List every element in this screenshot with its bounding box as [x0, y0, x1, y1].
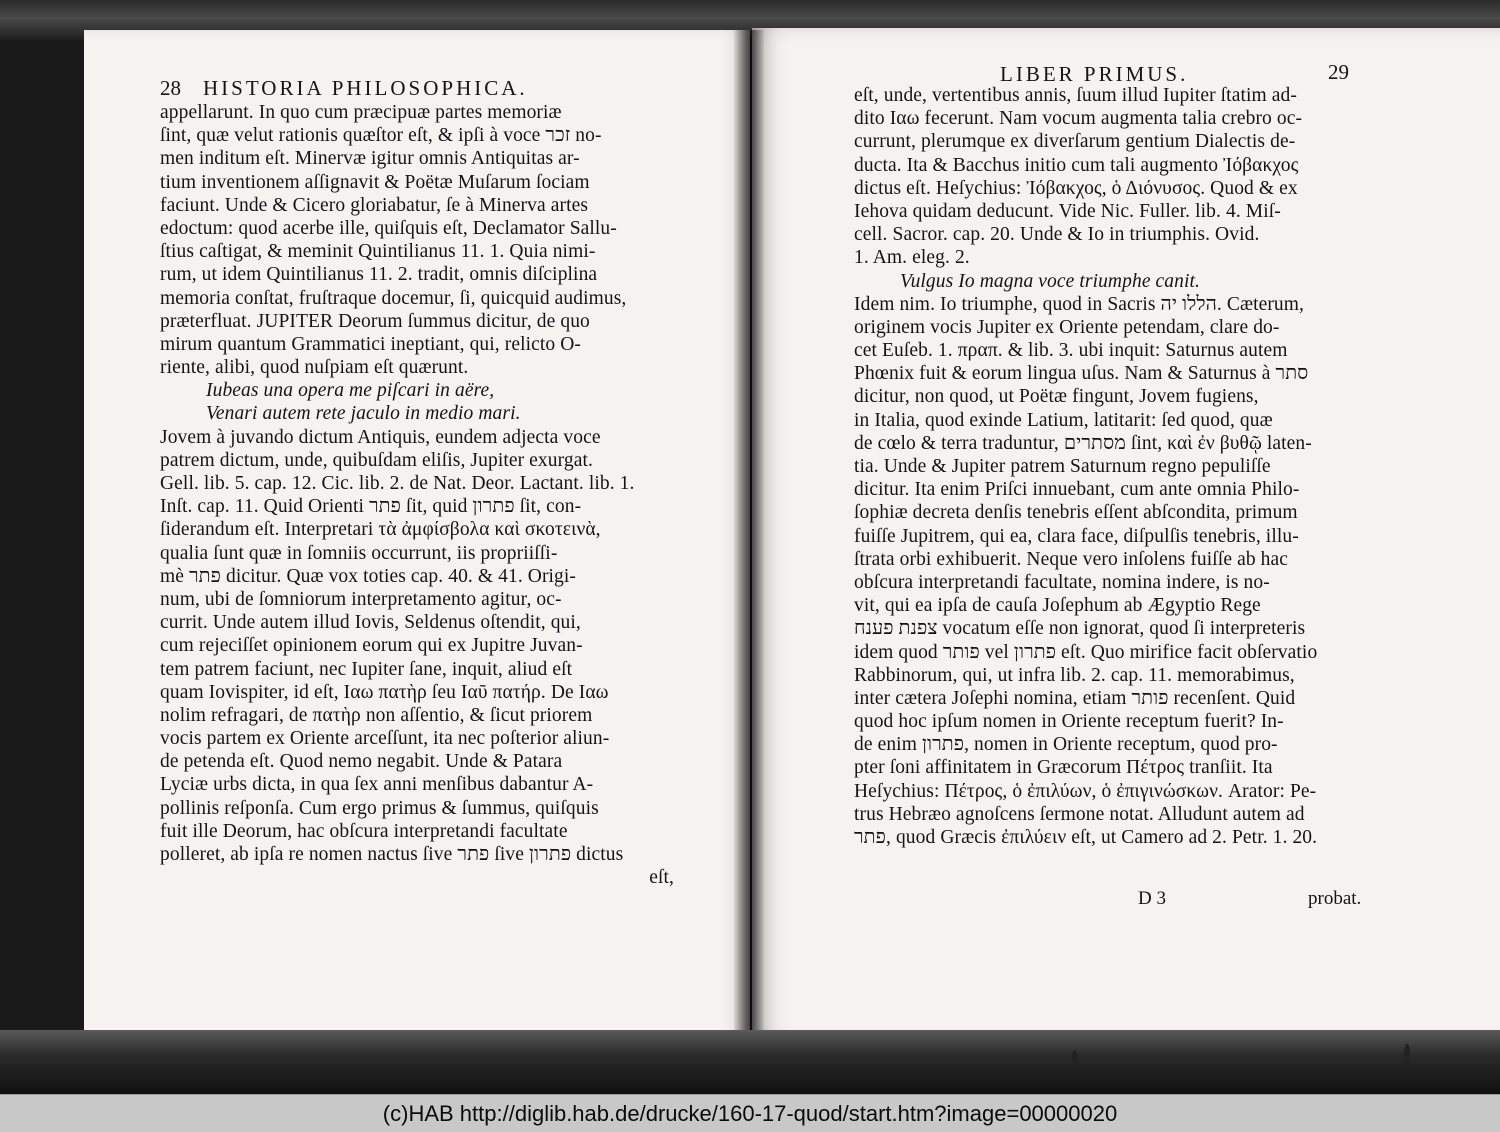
text-line: pter ſoni affinitatem in Græcorum Πέτρος tranſiit. Ita: [854, 757, 1273, 779]
text-line: rum, ut idem Quintilianus 11. 2. tradit, omnis diſciplina: [160, 264, 598, 286]
text-line: tem patrem faciunt, nec Iupiter ſane, inquit, aliud eſt: [160, 658, 573, 680]
text-line: de enim פתרון, nomen in Oriente receptum, quod pro-: [854, 734, 1278, 756]
text-line: Heſychius: Πέτρος, ὁ ἐπιλύων, ὁ ἐπιγινώσκων. Arator: Pe-: [854, 780, 1317, 802]
scan-bottom-edge: [0, 1030, 1500, 1094]
text-line: tia. Unde & Jupiter patrem Saturnum regno pepuliſſe: [854, 456, 1271, 477]
text-line: dicitur, non quod, ut Poëtæ fingunt, Jovem fugiens,: [854, 386, 1259, 408]
text-line: Iubeas una opera me piſcari in aëre,: [206, 380, 495, 402]
text-line: riente, alibi, quod nuſpiam eſt quærunt.: [160, 357, 469, 379]
text-line: faciunt. Unde & Cicero gloriabatur, ſe à Minerva artes: [160, 194, 589, 216]
book-gutter: [734, 30, 764, 1040]
catchword: probat.: [1308, 888, 1362, 909]
text-line: ducta. Ita & Bacchus initio cum tali augmento Ἰόβακχος: [854, 154, 1299, 176]
right-running-title: LIBER PRIMUS.: [1000, 62, 1189, 86]
text-line: trus Hebræo agnoſcens ſermone notat. Alludunt autem ad: [854, 803, 1305, 825]
text-line: currit. Unde autem illud Iovis, Seldenus oſtendit, qui,: [160, 612, 581, 634]
text-line: mirum quantum Grammatici ineptiant, qui, relicto O-: [160, 333, 581, 355]
text-line: inter cætera Joſephi nomina, etiam פותר recenſent. Quid: [854, 687, 1296, 709]
text-line: cell. Sacror. cap. 20. Unde & Io in triumphis. Ovid.: [854, 224, 1260, 246]
text-line: mè פתר dicitur. Quæ vox toties cap. 40. & 41. Origi-: [160, 565, 577, 587]
text-line: originem vocis Jupiter ex Oriente petendam, clare do-: [854, 316, 1280, 338]
text-line: cet Euſeb. 1. πραπ. & lib. 3. ubi inquit: Saturnus autem: [854, 340, 1288, 362]
text-line: obſcura interpretandi facultate, nomina indere, is no-: [854, 571, 1270, 593]
text-line: fuiſſe Jupitrem, qui ea, clara face, diſpulſis tenebris, illu-: [854, 525, 1299, 547]
text-line: fuit ille Deorum, hac obſcura interpretandi facultate: [160, 820, 568, 842]
text-line: Idem nim. Io triumphe, quod in Sacris הללו יה. Cæterum,: [854, 293, 1305, 315]
text-line: Lyciæ urbs dicta, in qua ſex anni menſibus dabantur A-: [160, 774, 594, 796]
text-line: ſtius caſtigat, & meminit Quintilianus 11. 1. Quia nimi-: [160, 241, 596, 263]
left-page: [84, 30, 750, 1040]
left-text-block: [160, 101, 720, 889]
text-line: Rabbinorum, qui, ut infra lib. 2. cap. 11. memorabimus,: [854, 664, 1295, 686]
text-line: Jovem à juvando dictum Antiquis, eundem adjecta voce: [160, 426, 601, 448]
text-line: dicitur. Ita enim Priſci innuebant, cum ante omnia Philo-: [854, 479, 1300, 501]
text-line: ſtrata orbi exhibuerit. Neque vero inſolens fuiſſe ab hac: [854, 548, 1289, 570]
text-line: פתר, quod Græcis ἐπιλύειν eſt, ut Camero ad 2. Petr. 1. 20.: [854, 827, 1318, 848]
footer-caption: (c)HAB http://diglib.hab.de/drucke/160-17-quod/start.htm?image=00000020: [382, 1101, 1118, 1126]
right-text-block: [854, 84, 1317, 849]
text-line: de petenda eſt. Quod nemo negabit. Unde & Patara: [160, 751, 563, 773]
text-line: edoctum: quod acerbe ille, quiſquis eſt, Declamator Sallu-: [160, 217, 617, 239]
text-line: eſt,: [649, 867, 674, 889]
text-line: dito Ιαω fecerunt. Nam vocum augmenta talia crebro oc-: [854, 108, 1303, 130]
text-line: Phœnix fuit & eorum lingua uſus. Nam & Saturnus à סתר: [854, 363, 1309, 385]
text-line: 1. Am. eleg. 2.: [854, 247, 970, 269]
signature-mark: D 3: [1138, 888, 1166, 909]
text-line: tium inventionem aſſignavit & Poëtæ Muſarum ſociam: [160, 171, 590, 193]
text-line: cum rejeciſſet opinionem eorum qui ex Jupitre Juvan-: [160, 635, 583, 657]
left-running-head: [160, 76, 528, 101]
text-line: appellarunt. In quo cum præcipuæ partes memoriæ: [160, 102, 562, 123]
text-line: Venari autem rete jaculo in medio mari.: [206, 403, 521, 425]
left-running-title: HISTORIA PHILOSOPHICA.: [203, 76, 528, 100]
text-line: quam Iovispiter, id eſt, Ιαω πατὴρ ſeu Ιαῦ πατήρ. De Ιαω: [160, 681, 609, 703]
text-line: memoria conſtat, fruſtraque docemur, ſi, quicquid audimus,: [160, 287, 627, 309]
footer-caption-bar: [0, 1094, 1500, 1132]
text-line: ſint, quæ velut rationis quæſtor eſt, & ipſi à voce זכר no-: [160, 125, 602, 147]
text-line: præterfluat. JUPITER Deorum ſummus dicitur, de quo: [160, 310, 590, 332]
text-line: de cœlo & terra traduntur, מסתרים ſint, καὶ ἐν βυθῷ laten-: [854, 432, 1312, 454]
text-line: in Italia, quod exinde Latium, latitarit: ſed quod, quæ: [854, 409, 1273, 431]
dust-speck: [1072, 1050, 1077, 1064]
right-page-number: 29: [1328, 60, 1349, 84]
text-line: eſt, unde, vertentibus annis, ſuum illud Iupiter ſtatim ad-: [854, 85, 1297, 106]
text-line: idem quod פותר vel פתרון eſt. Quo mirifice facit obſervatio: [854, 641, 1318, 663]
text-line: Vulgus Io magna voce triumphe canit.: [900, 270, 1201, 292]
text-line: qualia ſunt quæ in ſomniis occurrunt, iis propriiſſi-: [160, 542, 558, 564]
dust-speck: [1404, 1044, 1410, 1064]
text-line: vocis partem ex Oriente arceſſunt, ita nec poſterior aliun-: [160, 728, 610, 750]
text-line: Inſt. cap. 11. Quid Orienti פתר ſit, quid פתרון ſit, con-: [160, 496, 582, 518]
text-line: vit, qui ea ipſa de cauſa Joſephum ab Ægyptio Rege: [854, 595, 1261, 617]
text-line: patrem dictum, unde, quibuſdam eliſis, Jupiter exurgat.: [160, 449, 593, 471]
text-line: currunt, plerumque ex diverſarum gentium Dialectis de-: [854, 131, 1296, 153]
text-line: polleret, ab ipſa re nomen nactus ſive פתר ſive פתרון dictus: [160, 844, 624, 865]
text-line: pollinis reſponſa. Cum ergo primus & ſummus, quiſquis: [160, 797, 599, 819]
text-line: num, ubi de ſomniorum interpretamento agitur, oc-: [160, 588, 562, 610]
text-line: Gell. lib. 5. cap. 12. Cic. lib. 2. de Nat. Deor. Lactant. lib. 1.: [160, 473, 635, 494]
text-line: dictus eſt. Heſychius: Ἰόβακχος, ὁ Διόνυσος. Quod & ex: [854, 177, 1298, 199]
text-line: צפנת פענח vocatum eſſe non ignorat, quod ſi interpreteris: [854, 618, 1306, 640]
text-line: ſophiæ decreta denſis tenebris eſſent abſcondita, primum: [854, 502, 1298, 524]
right-page: [752, 28, 1500, 1040]
left-page-number: 28: [160, 76, 181, 100]
text-line: nolim refragari, de πατὴρ non aſſentio, & ſicut priorem: [160, 704, 593, 726]
text-line: quod hoc ipſum nomen in Oriente receptum fuerit? In-: [854, 711, 1284, 733]
text-line: ſiderandum eſt. Interpretari τὰ ἀμφίσβολα καὶ σκοτεινὰ,: [160, 519, 601, 541]
text-line: Iehova quidam deducunt. Vide Nic. Fuller. lib. 4. Miſ-: [854, 200, 1281, 222]
text-line: men inditum eſt. Minervæ igitur omnis Antiquitas ar-: [160, 148, 580, 170]
